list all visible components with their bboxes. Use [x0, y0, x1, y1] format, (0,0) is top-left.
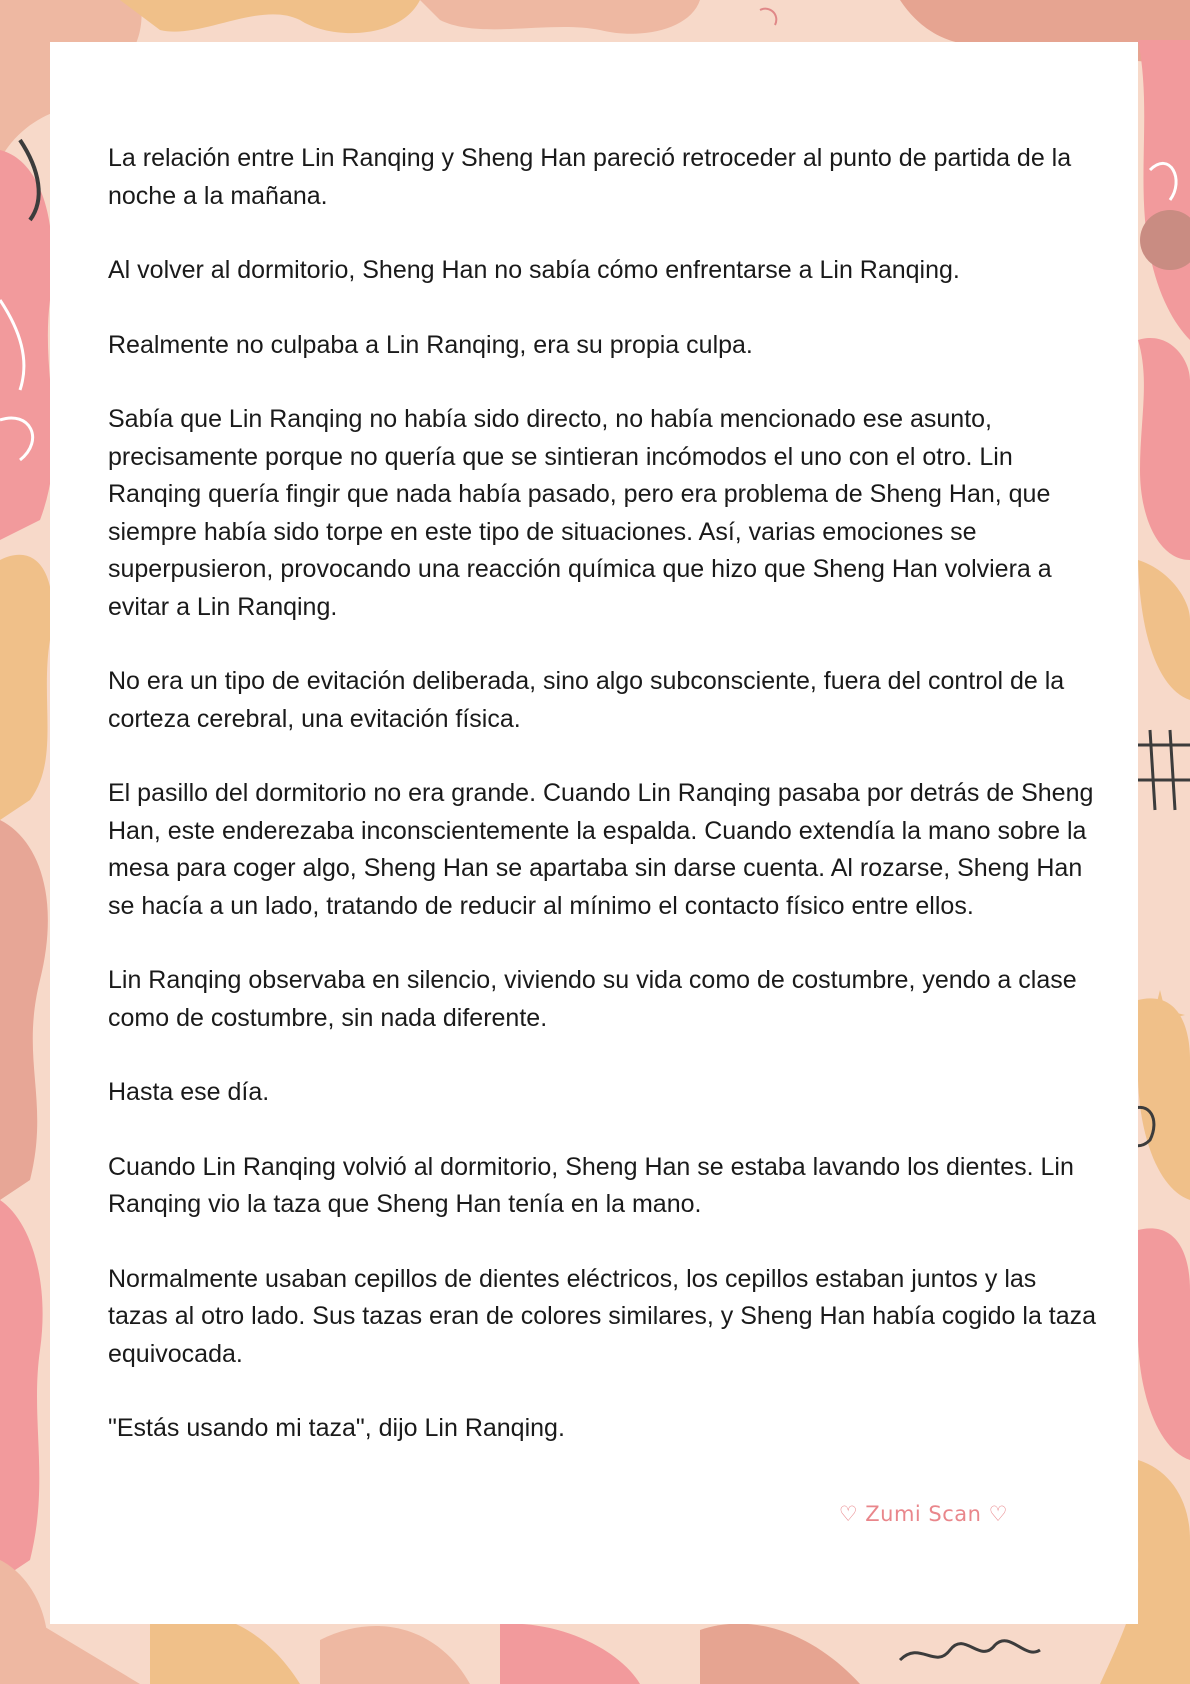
paragraph: Lin Ranqing observaba en silencio, viviendo su vida como de costumbre, yendo a clase como de costumbre, sin nada diferente. — [108, 966, 1077, 1032]
paragraph: El pasillo del dormitorio no era grande. Cuando Lin Ranqing pasaba por detrás de Sheng Han, este enderezaba inconscientemente la espalda. Cuando extendía la mano sobre la mesa para coger algo, Sheng Han se apartaba sin darse cuenta. Al rozarse, Sheng Han se hacía a un lado, tratando de reducir al mínimo el contacto físico entre ellos. — [108, 779, 1094, 920]
paragraph: Realmente no culpaba a Lin Ranqing, era su propia culpa. — [108, 330, 753, 359]
paragraph: Normalmente usaban cepillos de dientes eléctricos, los cepillos estaban juntos y las tazas al otro lado. Sus tazas eran de colores similares, y Sheng Han había cogido la taza equivocada. — [108, 1264, 1097, 1368]
paragraph: "Estás usando mi taza", dijo Lin Ranqing. — [108, 1414, 565, 1442]
paragraph: La relación entre Lin Ranqing y Sheng Han pareció retroceder al punto de partida de la noche a la mañana. — [108, 144, 1072, 210]
paragraph: Sabía que Lin Ranqing no había sido directo, no había mencionado ese asunto, precisamente porque no quería que se sintieran incómodos el uno con el otro. Lin Ranqing quería fingir que nada había pasado, pero era problema de Sheng Han, que siempre había sido torpe en este tipo de situaciones. Así, varias emociones se superpusieron, provocando una reacción química que hizo que Sheng Han volviera a evitar a Lin Ranqing. — [108, 405, 1052, 621]
body-text — [108, 140, 1098, 1485]
paragraph: No era un tipo de evitación deliberada, sino algo subconsciente, fuera del control de la corteza cerebral, una evitación física. — [108, 667, 1065, 733]
paragraph: Al volver al dormitorio, Sheng Han no sabía cómo enfrentarse a Lin Ranqing. — [108, 256, 960, 284]
signature: ♡ Zumi Scan ♡ — [838, 1502, 1008, 1526]
page-sheet — [50, 42, 1138, 1624]
paragraph: Cuando Lin Ranqing volvió al dormitorio, Sheng Han se estaba lavando los dientes. Lin Ranqing vio la taza que Sheng Han tenía en la mano. — [108, 1152, 1074, 1218]
paragraph: Hasta ese día. — [108, 1078, 270, 1106]
